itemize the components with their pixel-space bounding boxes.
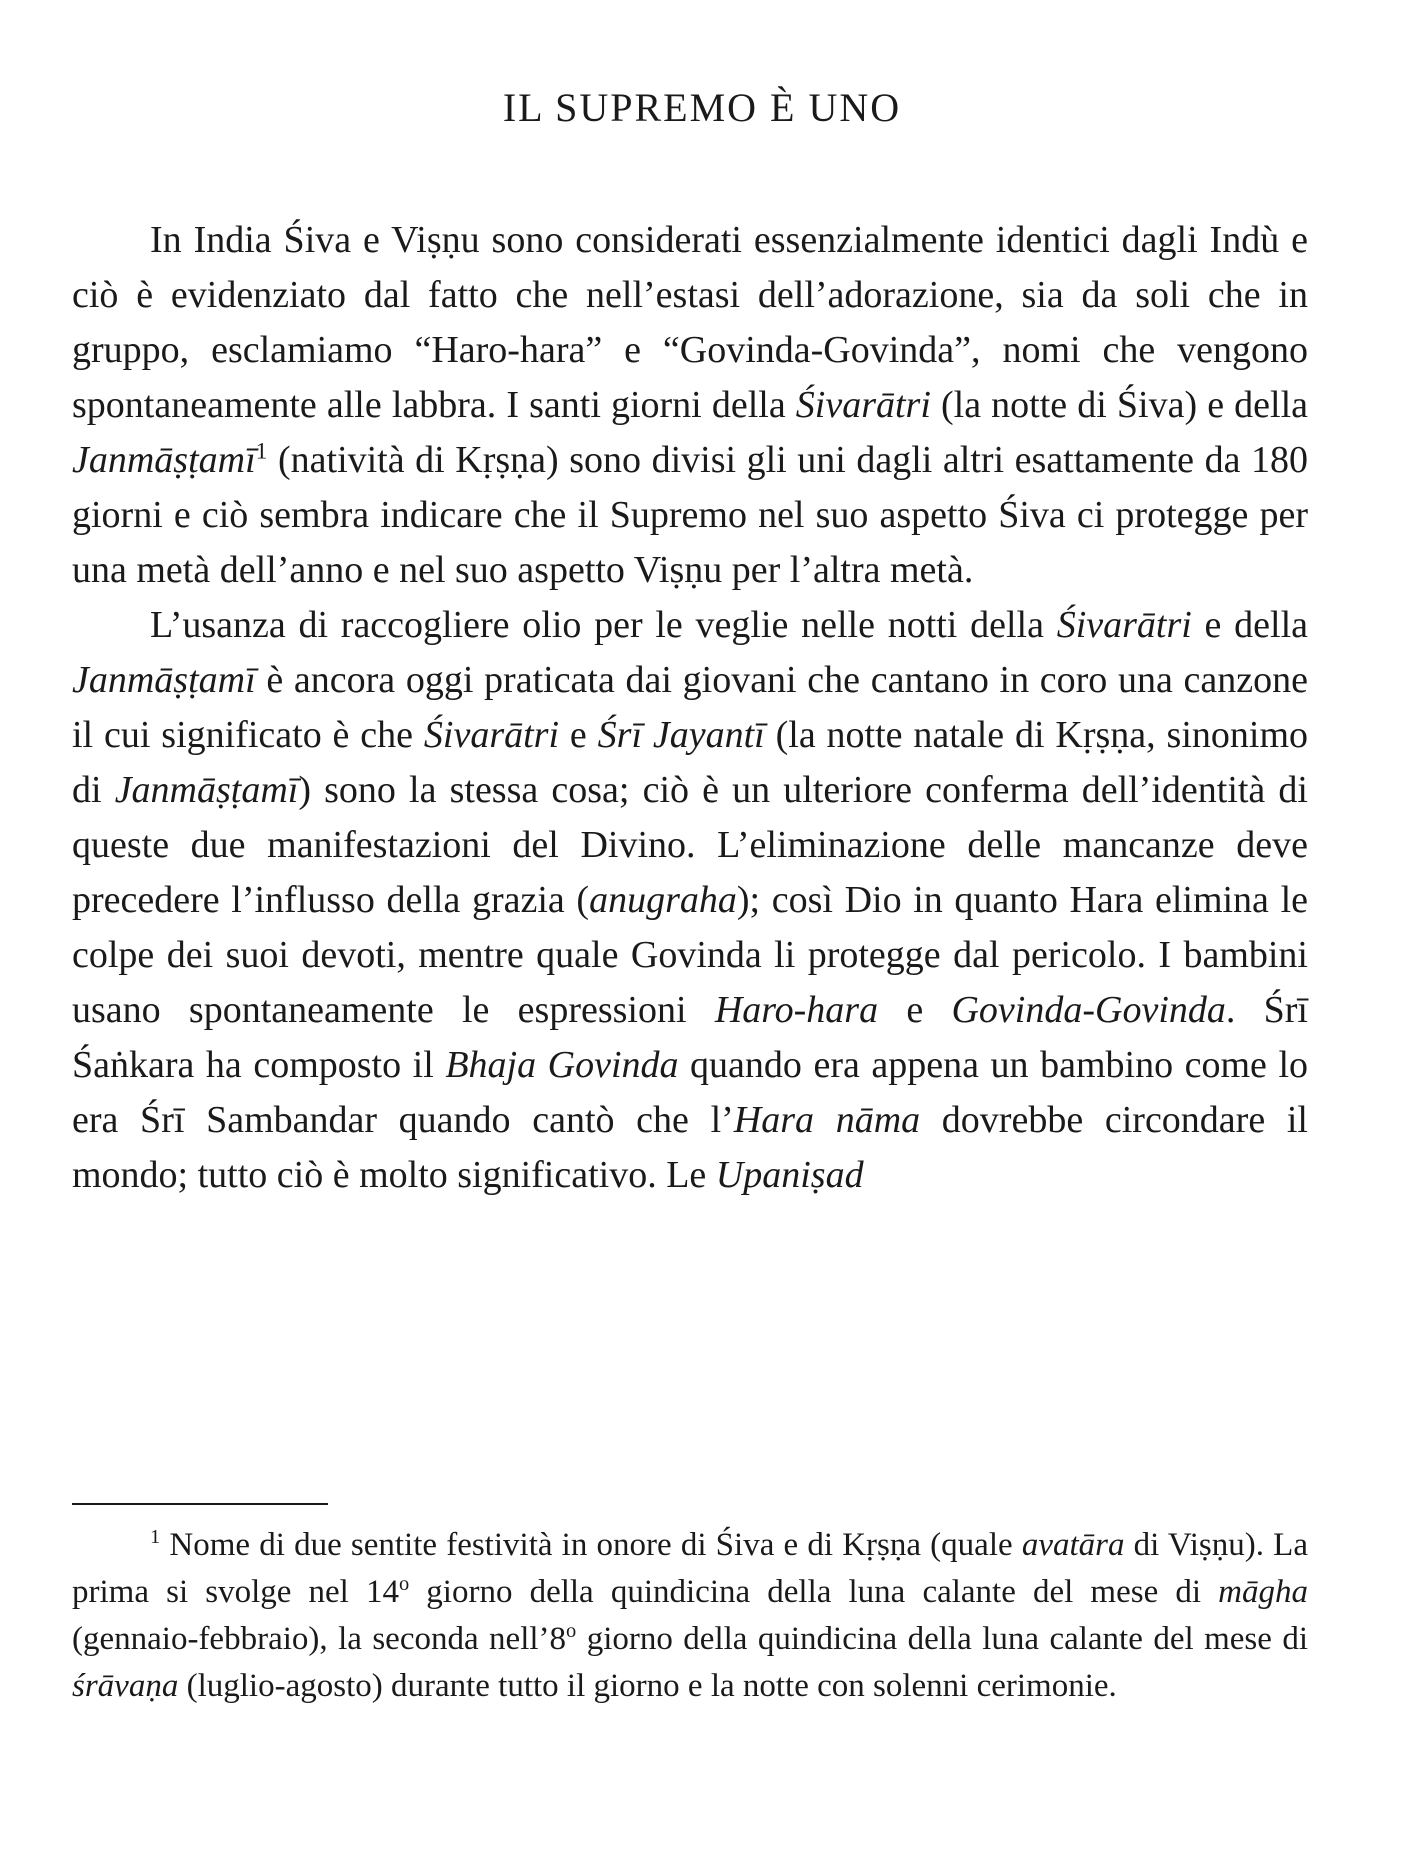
italic-term: Hara nāma xyxy=(733,1099,921,1141)
text-run: L’usanza di raccogliere olio per le veglie nelle notti della xyxy=(150,604,1057,646)
italic-term: Śivarātri xyxy=(1056,604,1192,646)
text-run: e xyxy=(559,714,598,756)
text-run: e xyxy=(878,989,952,1031)
italic-term: māgha xyxy=(1218,1574,1308,1610)
italic-term: anugraha xyxy=(589,879,737,921)
text-run: giorno della quindicina della luna calante del mese di xyxy=(409,1574,1219,1610)
italic-term: Janmāṣṭamī xyxy=(72,439,256,481)
italic-term: avatāra xyxy=(1021,1527,1125,1563)
italic-term: Śrī Jayantī xyxy=(597,714,765,756)
text-run: ) sono la stessa cosa; ciò è un ulteriore conferma dell’identità di queste due manifestazioni del Divino. L’eliminazione delle mancanze deve precedere l’influsso della grazia ( xyxy=(72,769,1308,921)
text-run: . Śrī Śaṅkara ha composto il xyxy=(72,989,1308,1086)
ordinal-indicator: o xyxy=(566,1620,577,1642)
text-run: (gennaio-febbraio), la seconda nell’8 xyxy=(72,1621,567,1657)
footnote-number: 1 xyxy=(150,1526,161,1548)
italic-term: Śivarātri xyxy=(423,714,560,756)
footnotes xyxy=(72,1522,1308,1710)
text-run: dovrebbe circondare il mondo; tutto ciò è molto significativo. Le xyxy=(72,1099,1308,1196)
text-run: Nome di due sentite festività in onore di Śiva e di Kṛṣṇa (quale xyxy=(160,1527,1022,1563)
italic-term: Śivarātri xyxy=(795,384,931,426)
text-run: In India Śiva e Viṣṇu sono considerati essenzialmente identici dagli Indù e ciò è evidenziato dal fatto che nell’estasi dell’adorazione, sia da soli che in gruppo, esclamiamo “Haro-hara” e “Govinda-Govinda”, nomi che vengono spontaneamente alle labbra. I santi giorni della xyxy=(72,219,1308,426)
text-run: (la notte natale di Kṛṣṇa, sinonimo di xyxy=(72,714,1309,811)
paragraph-1 xyxy=(72,213,1308,598)
italic-term: Bhaja Govinda xyxy=(445,1044,679,1086)
italic-term: Haro-hara xyxy=(714,989,879,1031)
text-run: (luglio-agosto) durante tutto il giorno e la notte con solenni cerimonie. xyxy=(178,1668,1117,1704)
footnote-1 xyxy=(72,1522,1308,1710)
footnote-reference: 1 xyxy=(255,438,268,465)
text-run: di Viṣṇu). La prima si svolge nel 14 xyxy=(72,1527,1308,1610)
text-run: (natività di Kṛṣṇa) sono divisi gli uni dagli altri esattamente da 180 giorni e ciò sembra indicare che il Supremo nel suo aspetto Śiva ci protegge per una metà dell’anno e nel suo aspetto Viṣṇu per l’altra metà. xyxy=(72,439,1308,591)
paragraph-2 xyxy=(72,598,1308,1203)
italic-term: Upaniṣad xyxy=(715,1154,864,1196)
italic-term: śrāvaṇa xyxy=(72,1668,179,1704)
italic-term: Janmāṣṭamī xyxy=(72,659,256,701)
text-run: è ancora oggi praticata dai giovani che cantano in coro una canzone il cui significato è che xyxy=(72,659,1308,756)
text-run: giorno della quindicina della luna calante del mese di xyxy=(576,1621,1308,1657)
text-run: ); così Dio in quanto Hara elimina le colpe dei suoi devoti, mentre quale Govinda li protegge dal pericolo. I bambini usano spontaneamente le espressioni xyxy=(72,879,1308,1031)
text-run: e della xyxy=(1191,604,1308,646)
italic-term: Janmāṣṭamī xyxy=(114,769,299,811)
page-title: IL SUPREMO È UNO xyxy=(502,85,902,130)
text-run: (la notte di Śiva) e della xyxy=(930,384,1309,426)
main-text xyxy=(72,213,1308,1203)
text-run: quando era appena un bambino come lo era Śrī Sambandar quando cantò che l’ xyxy=(72,1044,1309,1141)
italic-term: Govinda-Govinda xyxy=(951,989,1226,1031)
ordinal-indicator: o xyxy=(398,1573,410,1595)
footnote-divider xyxy=(72,1503,328,1505)
